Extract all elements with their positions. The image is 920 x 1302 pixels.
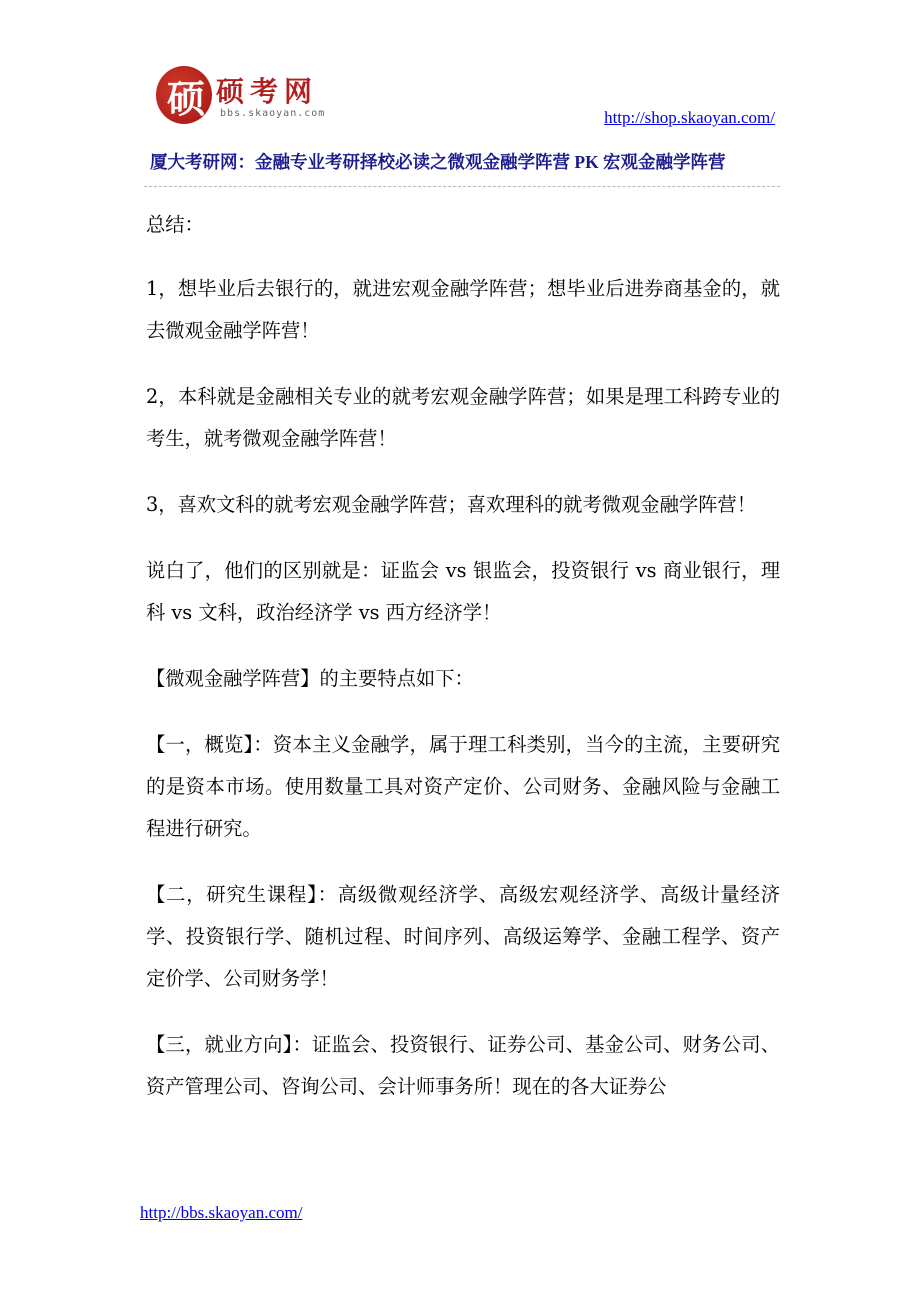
paragraph: 说白了，他们的区别就是：证监会 vs 银监会，投资银行 vs 商业银行，理科 vs 文科，政治经济学 vs 西方经济学！ bbox=[146, 559, 780, 624]
paragraph: 3，喜欢文科的就考宏观金融学阵营；喜欢理科的就考微观金融学阵营！ bbox=[146, 493, 756, 516]
paragraph: 1，想毕业后去银行的，就进宏观金融学阵营；想毕业后进券商基金的，就去微观金融学阵营！ bbox=[146, 277, 780, 342]
paragraph: 2，本科就是金融相关专业的就考宏观金融学阵营；如果是理工科跨专业的考生，就考微观金融学阵营！ bbox=[146, 385, 780, 450]
paragraph: 【一，概览】：资本主义金融学，属于理工科类别，当今的主流，主要研究的是资本市场。使用数量工具对资产定价、公司财务、金融风险与金融工程进行研究。 bbox=[146, 733, 780, 840]
paragraph-summary-heading: 总结： bbox=[146, 213, 204, 236]
site-logo[interactable] bbox=[156, 66, 326, 128]
paragraph: 【微观金融学阵营】的主要特点如下： bbox=[146, 667, 474, 690]
shop-link[interactable]: http://shop.skaoyan.com/ bbox=[604, 108, 775, 127]
logo-chinese-name: 硕考网 bbox=[216, 75, 319, 108]
paragraph: 【三，就业方向】：证监会、投资银行、证券公司、基金公司、财务公司、资产管理公司、咨询公司、会计师事务所！现在的各大证券公 bbox=[146, 1033, 780, 1098]
forum-link[interactable]: http://bbs.skaoyan.com/ bbox=[140, 1203, 303, 1222]
paragraph: 【二，研究生课程】：高级微观经济学、高级宏观经济学、高级计量经济学、投资银行学、随机过程、时间序列、高级运筹学、金融工程学、资产定价学、公司财务学！ bbox=[146, 883, 780, 990]
header-divider bbox=[144, 186, 780, 187]
document-body bbox=[146, 204, 780, 1132]
logo-domain: bbs.skaoyan.com bbox=[220, 108, 326, 119]
document-title: 厦大考研网：金融专业考研择校必读之微观金融学阵营 PK 宏观金融学阵营 bbox=[150, 152, 726, 172]
logo-mark-icon: 硕 bbox=[156, 66, 212, 124]
